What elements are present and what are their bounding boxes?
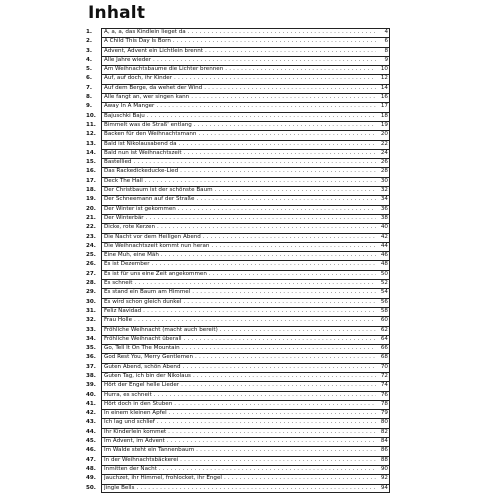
entry-page-number: 48 <box>381 260 388 269</box>
entry-number: 13. <box>86 140 96 147</box>
entry-title: Die Nacht vor dem Heiligen Abend . . . <box>104 233 376 242</box>
toc-entry <box>86 205 390 214</box>
entry-page-number: 94 <box>381 484 388 493</box>
entry-number: 23. <box>86 233 96 240</box>
entry-number: 32. <box>86 317 96 324</box>
toc-entry <box>86 121 390 130</box>
entry-page-number: 52 <box>381 279 388 288</box>
toc-entry <box>86 65 390 74</box>
toc-entry <box>86 177 390 186</box>
toc-entry <box>86 279 390 288</box>
entry-title: Auf, auf doch, ihr Kinder . . . <box>104 74 376 83</box>
entry-number: 12. <box>86 131 96 138</box>
entry-page-number: 34 <box>381 195 388 204</box>
entry-page-number: 62 <box>381 326 388 335</box>
entry-title: Fröhliche Weihnacht (macht auch bereit) . . . <box>104 326 376 335</box>
entry-number: 7. <box>86 84 93 91</box>
entry-page-number: 32 <box>381 186 388 195</box>
entry-number: 10. <box>86 112 96 119</box>
toc-entry <box>86 158 390 167</box>
entry-title: Hurra, es schneit . . . <box>104 391 376 400</box>
entry-page-number: 84 <box>381 437 388 446</box>
entry-title: Guten Abend, schön Abend . . . <box>104 363 376 372</box>
entry-page-number: 12 <box>381 74 388 83</box>
entry-page-number: 80 <box>381 418 388 427</box>
toc-entry <box>86 456 390 465</box>
toc-entry <box>86 418 390 427</box>
entry-page-number: 38 <box>381 214 388 223</box>
entry-number: 19. <box>86 196 96 203</box>
entry-title: Hört der Engel helle Lieder . . . <box>104 381 376 390</box>
toc-entry <box>86 391 390 400</box>
entry-title: In einem kleinen Apfel . . . <box>104 409 376 418</box>
entry-number: 3. <box>86 47 93 54</box>
entry-title: Der Winter ist gekommen . . . <box>104 205 376 214</box>
entry-number: 1. <box>86 29 93 35</box>
entry-page-number: 92 <box>381 474 388 483</box>
entry-number: 36. <box>86 354 96 361</box>
entry-title: A, a, a, das Kindlein lieget da . . . <box>104 28 376 37</box>
entry-number: 11. <box>86 121 96 128</box>
entry-page-number: 86 <box>381 446 388 455</box>
entry-title: Feliz Navidad . . . <box>104 307 376 316</box>
entry-page-number: 79 <box>381 409 388 418</box>
entry-title: Dicke, rote Kerzen . . . <box>104 223 376 232</box>
toc-entry <box>86 465 390 474</box>
entry-number: 6. <box>86 75 93 82</box>
entry-page-number: 20 <box>381 130 388 139</box>
entry-number: 39. <box>86 382 96 389</box>
entry-number: 9. <box>86 103 93 110</box>
entry-title: Bajuschki Baju . . . <box>104 112 376 121</box>
entry-page-number: 18 <box>381 112 388 121</box>
entry-title: Die Weihnachtszeit kommt nun heran . . . <box>104 242 376 251</box>
entry-title: Im Advent, im Advent . . . <box>104 437 376 446</box>
entry-page-number: 28 <box>381 167 388 176</box>
toc-entry <box>86 307 390 316</box>
entry-number: 24. <box>86 242 96 249</box>
entry-page-number: 50 <box>381 270 388 279</box>
page-title: Inhalt <box>88 3 146 23</box>
entry-number: 31. <box>86 307 96 314</box>
entry-title: Am Weihnachtsbaume die Lichter brennen . . . <box>104 65 376 74</box>
entry-page-number: 16 <box>381 93 388 102</box>
entry-title: Bald nun ist Weihnachtszeit . . . <box>104 149 376 158</box>
entry-page-number: 42 <box>381 233 388 242</box>
entry-title: Eine Muh, eine Mäh . . . <box>104 251 376 260</box>
entry-page-number: 68 <box>381 353 388 362</box>
entry-title: Alle Jahre wieder . . . <box>104 56 376 65</box>
toc-entry <box>86 316 390 325</box>
toc-entry <box>86 381 390 390</box>
entry-title: Inmitten der Nacht . . . <box>104 465 376 474</box>
entry-number: 21. <box>86 214 96 221</box>
entry-page-number: 24 <box>381 149 388 158</box>
entry-title: Ihr Kinderlein kommet . . . <box>104 428 376 437</box>
entry-title: Es ist Dezember . . . <box>104 260 376 269</box>
entry-page-number: 76 <box>381 391 388 400</box>
entry-page-number: 88 <box>381 456 388 465</box>
toc-entry <box>86 56 390 65</box>
entry-title: Das Rackedickeducke-Lied . . . <box>104 167 376 176</box>
entry-number: 28. <box>86 280 96 287</box>
entry-title: Es schneit . . . <box>104 279 376 288</box>
toc-entry <box>86 288 390 297</box>
entry-number: 30. <box>86 298 96 305</box>
toc-entry <box>86 484 390 493</box>
toc-entry <box>86 214 390 223</box>
entry-number: 26. <box>86 261 96 268</box>
entry-number: 46. <box>86 447 96 454</box>
entry-page-number: 60 <box>381 316 388 325</box>
entry-title: Fröhliche Weihnacht überall . . . <box>104 335 376 344</box>
toc-entry <box>86 437 390 446</box>
entry-page-number: 82 <box>381 428 388 437</box>
toc-entry <box>86 298 390 307</box>
entry-title: Away In A Manger . . . <box>104 102 376 111</box>
toc-entry <box>86 409 390 418</box>
toc-entry <box>86 47 390 56</box>
entry-number: 35. <box>86 345 96 352</box>
entry-page-number: 26 <box>381 158 388 167</box>
entry-page-number: 58 <box>381 307 388 316</box>
entry-title: God Rest You, Merry Gentlemen . . . <box>104 353 376 362</box>
toc-entry <box>86 428 390 437</box>
toc-entry <box>86 353 390 362</box>
toc-entry <box>86 74 390 83</box>
toc-entry <box>86 140 390 149</box>
entry-title: Es wird schon gleich dunkel . . . <box>104 298 376 307</box>
entry-page-number: 64 <box>381 335 388 344</box>
toc-entry <box>86 195 390 204</box>
entry-page-number: 66 <box>381 344 388 353</box>
entry-number: 33. <box>86 326 96 333</box>
entry-number: 2. <box>86 38 93 45</box>
toc-entry <box>86 93 390 102</box>
entry-number: 4. <box>86 56 93 63</box>
entry-title: Bimmelt was die Straß' entlang . . . <box>104 121 376 130</box>
entry-number: 29. <box>86 289 96 296</box>
entry-page-number: 74 <box>381 381 388 390</box>
entry-number: 43. <box>86 419 96 426</box>
entry-title: Bald ist Nikolausabend da . . . <box>104 140 376 149</box>
entry-page-number: 54 <box>381 288 388 297</box>
entry-title: Der Schneemann auf der Straße . . . <box>104 195 376 204</box>
toc-entry <box>86 242 390 251</box>
entry-page-number: 56 <box>381 298 388 307</box>
toc-list <box>86 28 390 493</box>
toc-entry <box>86 474 390 483</box>
entry-title: Es ist für uns eine Zeit angekommen . . . <box>104 270 376 279</box>
entry-title: Backen für den Weihnachtsmann . . . <box>104 130 376 139</box>
entry-page-number: 46 <box>381 251 388 260</box>
entry-number: 8. <box>86 94 93 101</box>
entry-title: Guten Tag, ich bin der Nikolaus . . . <box>104 372 376 381</box>
entry-number: 42. <box>86 410 96 417</box>
entry-page-number: 17 <box>381 102 388 111</box>
entry-number: 37. <box>86 363 96 370</box>
entry-page-number: 40 <box>381 223 388 232</box>
entry-title: Es stand ein Baum am Himmel . . . <box>104 288 376 297</box>
entry-page-number: 8 <box>384 47 388 56</box>
entry-number: 47. <box>86 456 96 463</box>
toc-entry <box>86 84 390 93</box>
entry-page-number: 90 <box>381 465 388 474</box>
entry-number: 34. <box>86 335 96 342</box>
entry-page-number: 36 <box>381 205 388 214</box>
entry-title: Hört doch in den Stuben . . . <box>104 400 376 409</box>
entry-title: Advent, Advent ein Lichtlein brennt . . . <box>104 47 376 56</box>
entry-page-number: 6 <box>384 37 388 46</box>
entry-number: 27. <box>86 270 96 277</box>
entry-title: Auf dem Berge, da wehet der Wind . . . <box>104 84 376 93</box>
entry-title: Jingle Bells . . . <box>104 484 376 493</box>
toc-entry <box>86 251 390 260</box>
entry-title: Bastellied . . . <box>104 158 376 167</box>
entry-number: 16. <box>86 168 96 175</box>
entry-number: 25. <box>86 252 96 259</box>
entry-number: 5. <box>86 66 93 73</box>
entry-page-number: 10 <box>381 65 388 74</box>
entry-title: In der Weihnachtsbäckerei . . . <box>104 456 376 465</box>
entry-number: 38. <box>86 372 96 379</box>
entry-page-number: 19 <box>381 121 388 130</box>
entry-page-number: 72 <box>381 372 388 381</box>
entry-title: Ich lag und schlief . . . <box>104 418 376 427</box>
toc-entry <box>86 149 390 158</box>
toc-entry <box>86 186 390 195</box>
entry-number: 45. <box>86 438 96 445</box>
entry-title: Jauchzet, ihr Himmel, frohlocket, ihr Engel . . . <box>104 474 376 483</box>
entry-title: Deck The Hall . . . <box>104 177 376 186</box>
entry-page-number: 44 <box>381 242 388 251</box>
entry-number: 44. <box>86 428 96 435</box>
toc-entry <box>86 37 390 46</box>
entry-page-number: 22 <box>381 140 388 149</box>
toc-entry <box>86 400 390 409</box>
toc-entry <box>86 102 390 111</box>
toc-entry <box>86 363 390 372</box>
entry-number: 15. <box>86 159 96 166</box>
toc-entry <box>86 326 390 335</box>
entry-title: Der Christbaum ist der schönste Baum . . . <box>104 186 376 195</box>
entry-title: Alle fangt an, wer singen kann . . . <box>104 93 376 102</box>
toc-entry <box>86 260 390 269</box>
entry-title: Der Winterbär . . . <box>104 214 376 223</box>
entry-number: 41. <box>86 400 96 407</box>
entry-number: 22. <box>86 224 96 231</box>
toc-entry <box>86 28 390 37</box>
entry-title: A Child This Day Is Born . . . <box>104 37 376 46</box>
toc-entry <box>86 223 390 232</box>
entry-title: Go, Tell It On The Mountain . . . <box>104 344 376 353</box>
toc-entry <box>86 112 390 121</box>
toc-entry <box>86 167 390 176</box>
entry-number: 17. <box>86 177 96 184</box>
toc-entry <box>86 233 390 242</box>
entry-title: Frau Holle . . . <box>104 316 376 325</box>
toc-entry <box>86 335 390 344</box>
entry-number: 48. <box>86 465 96 472</box>
entry-page-number: 70 <box>381 363 388 372</box>
toc-entry <box>86 446 390 455</box>
entry-page-number: 30 <box>381 177 388 186</box>
entry-number: 18. <box>86 187 96 194</box>
toc-entry <box>86 130 390 139</box>
toc-entry <box>86 270 390 279</box>
entry-number: 14. <box>86 149 96 156</box>
entry-page-number: 4 <box>384 28 388 37</box>
entry-page-number: 14 <box>381 84 388 93</box>
entry-number: 50. <box>86 484 96 491</box>
entry-page-number: 9 <box>384 56 388 65</box>
entry-page-number: 78 <box>381 400 388 409</box>
entry-number: 40. <box>86 391 96 398</box>
toc-entry <box>86 372 390 381</box>
toc-entry <box>86 344 390 353</box>
entry-title: Im Walde steht ein Tannenbaum . . . <box>104 446 376 455</box>
entry-number: 49. <box>86 475 96 482</box>
entry-number: 20. <box>86 205 96 212</box>
